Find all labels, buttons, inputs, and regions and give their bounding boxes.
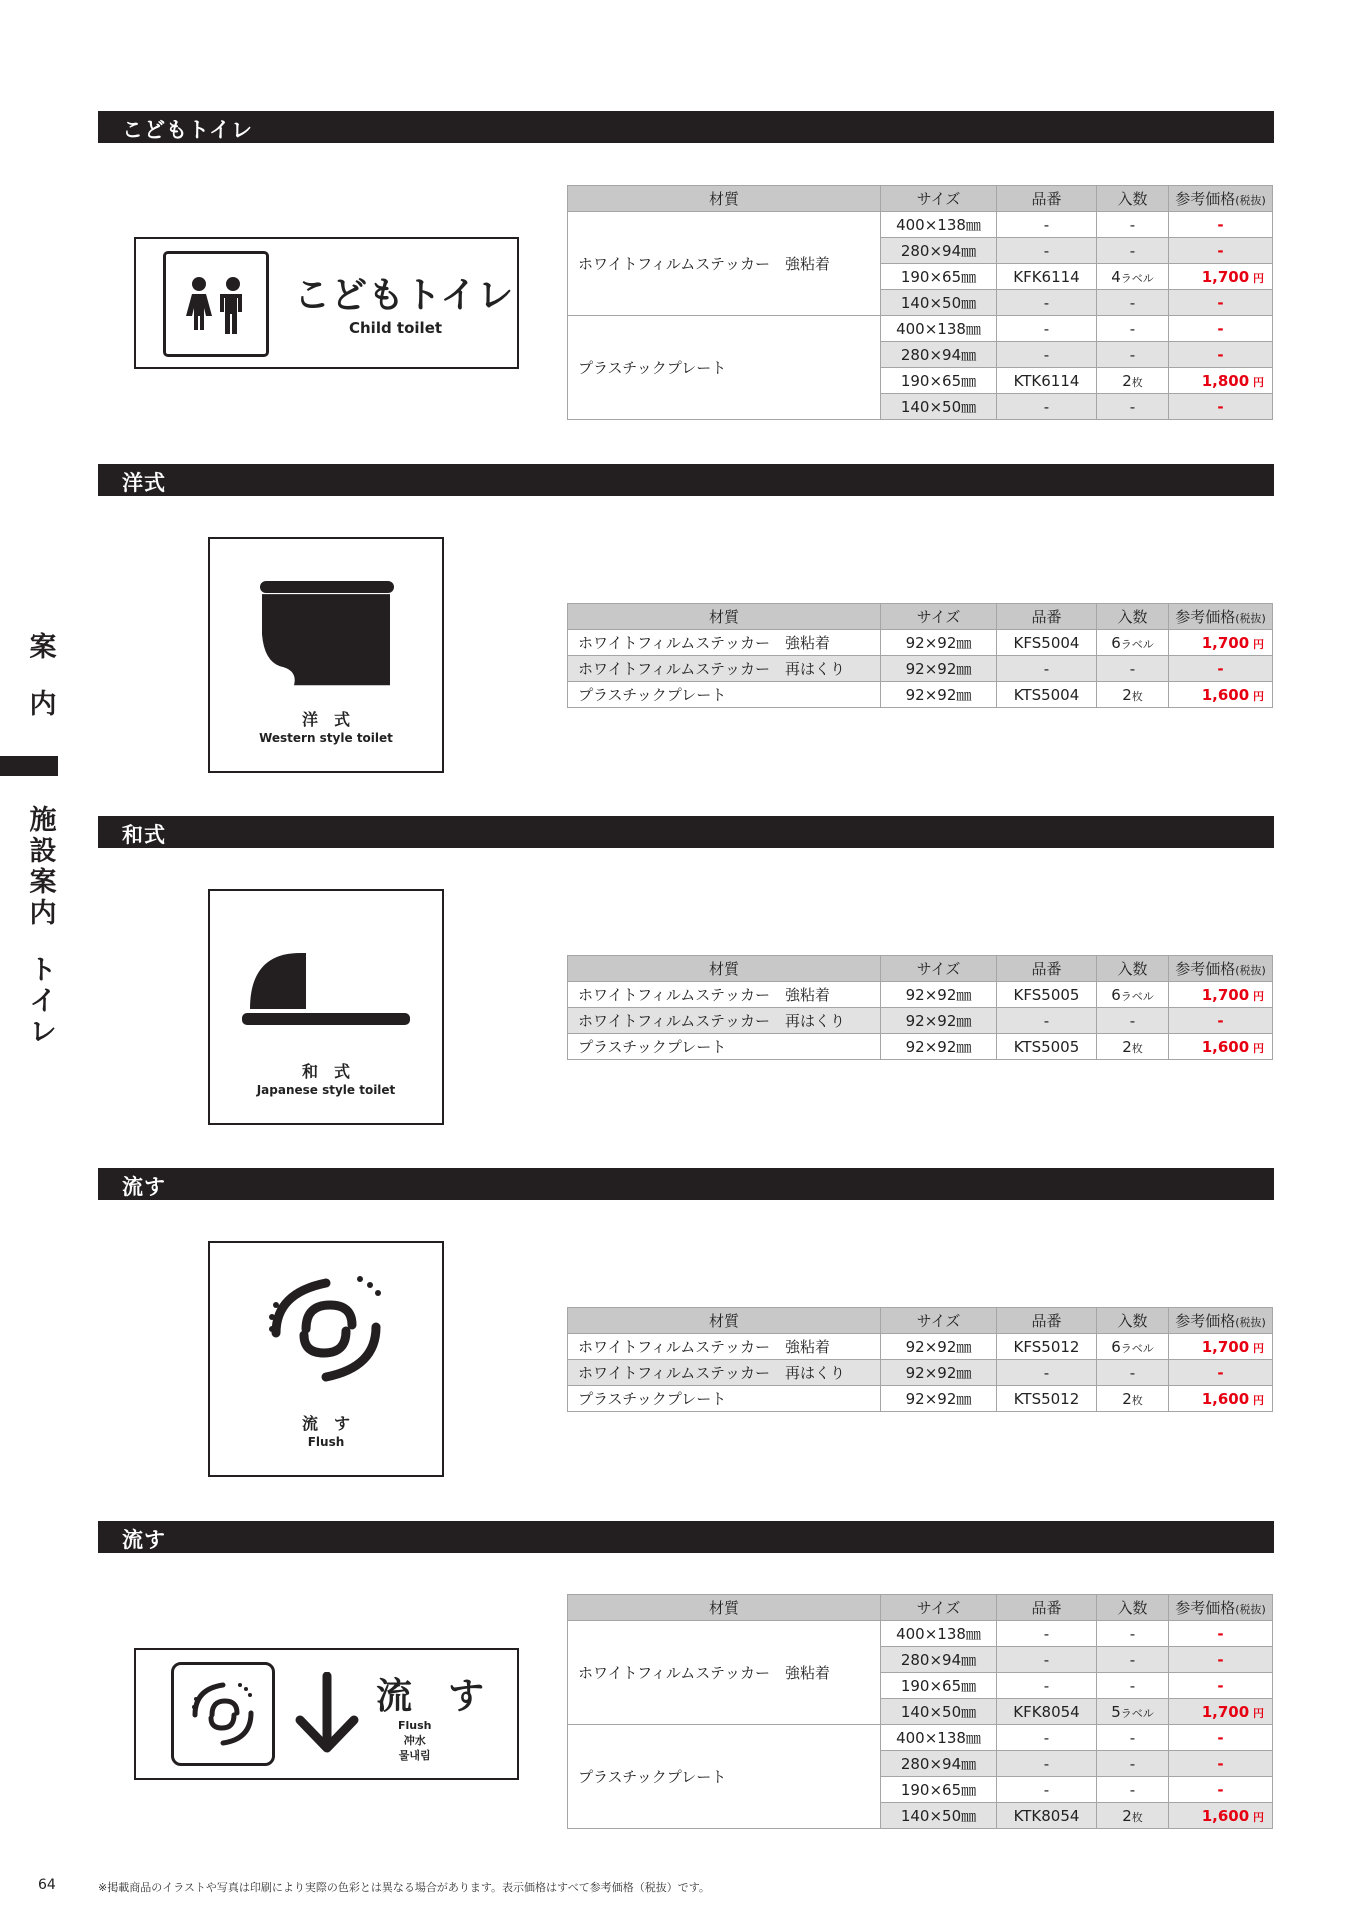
cell-material: ホワイトフィルムステッカー 強粘着 — [568, 1334, 881, 1360]
header-code: 品番 — [997, 956, 1097, 982]
table-header-row — [568, 186, 1273, 212]
cell-price-yen: 円 — [1249, 1341, 1264, 1355]
table-header-row — [568, 1308, 1273, 1334]
section-title: 流す — [122, 1175, 166, 1199]
spec-table-japanese — [567, 955, 1273, 1060]
cell-size: 92×92㎜ — [881, 630, 997, 656]
header-price-note: (税抜) — [1235, 612, 1266, 625]
header-qty: 入数 — [1097, 1595, 1169, 1621]
cell-size: 280×94㎜ — [881, 238, 997, 264]
cell-price: - — [1169, 1673, 1273, 1699]
section-title: 洋式 — [122, 471, 166, 495]
page-number: 64 — [38, 1877, 56, 1893]
header-size: サイズ — [881, 1595, 997, 1621]
table-row — [568, 316, 1273, 342]
sign-title-jp: 洋 式 — [301, 710, 350, 729]
cell-size: 92×92㎜ — [881, 682, 997, 708]
cell-qty: 2枚 — [1097, 368, 1169, 394]
cell-price-yen: 円 — [1249, 1041, 1264, 1055]
header-material: 材質 — [568, 604, 881, 630]
cell-code: KTS5012 — [997, 1386, 1097, 1412]
table-row — [568, 630, 1273, 656]
cell-price: - — [1169, 1008, 1273, 1034]
cell-size: 400×138㎜ — [881, 212, 997, 238]
cell-price-yen: 円 — [1249, 637, 1264, 651]
spec-table-western — [567, 603, 1273, 708]
section-bar-flush — [98, 1168, 1274, 1200]
section-title: 流す — [122, 1528, 166, 1552]
sign-title-jp: 流 す — [301, 1414, 350, 1433]
cell-size: 92×92㎜ — [881, 1034, 997, 1060]
cell-code: - — [997, 1751, 1097, 1777]
cell-qty-unit: 枚 — [1131, 1393, 1143, 1407]
cell-price: 1,700 円 — [1169, 630, 1273, 656]
table-header-row — [568, 604, 1273, 630]
sign-child-toilet — [134, 237, 519, 369]
cell-code: KFS5012 — [997, 1334, 1097, 1360]
table-row — [568, 682, 1273, 708]
header-price: 参考価格(税抜) — [1169, 956, 1273, 982]
sign-title-en: Japanese style toilet — [256, 1083, 396, 1097]
cell-code: - — [997, 1673, 1097, 1699]
cell-qty: - — [1097, 1777, 1169, 1803]
sign-western-toilet — [208, 537, 444, 773]
footnote: ※掲載商品のイラストや写真は印刷により実際の色彩とは異なる場合があります。表示価格はすべて参考価格（税抜）です。 — [98, 1881, 710, 1894]
header-code: 品番 — [997, 1595, 1097, 1621]
cell-size: 190×65㎜ — [881, 264, 997, 290]
cell-size: 92×92㎜ — [881, 1386, 997, 1412]
cell-code: - — [997, 1008, 1097, 1034]
table-row — [568, 1360, 1273, 1386]
cell-size: 400×138㎜ — [881, 1621, 997, 1647]
table-row — [568, 1725, 1273, 1751]
cell-code: - — [997, 1360, 1097, 1386]
cell-size: 140×50㎜ — [881, 1699, 997, 1725]
cell-qty: - — [1097, 238, 1169, 264]
sign-title-en: Western style toilet — [259, 731, 393, 745]
cell-size: 92×92㎜ — [881, 1360, 997, 1386]
cell-price: - — [1169, 1777, 1273, 1803]
cell-qty: 6ラベル — [1097, 630, 1169, 656]
header-material: 材質 — [568, 956, 881, 982]
cell-code: KFS5005 — [997, 982, 1097, 1008]
cell-material: ホワイトフィルムステッカー 強粘着 — [568, 630, 881, 656]
sign-title-ko: 물내림 — [398, 1749, 431, 1762]
header-price-note: (税抜) — [1235, 1316, 1266, 1329]
header-price-note: (税抜) — [1235, 964, 1266, 977]
table-row — [568, 1034, 1273, 1060]
cell-code: - — [997, 1725, 1097, 1751]
cell-material: ホワイトフィルムステッカー 再はくり — [568, 1360, 881, 1386]
cell-code: - — [997, 316, 1097, 342]
cell-material: プラスチックプレート — [568, 1725, 881, 1829]
cell-qty: - — [1097, 342, 1169, 368]
sign-flush — [208, 1241, 444, 1477]
cell-qty-unit: ラベル — [1120, 271, 1154, 285]
cell-qty: 2枚 — [1097, 1803, 1169, 1829]
cell-material: ホワイトフィルムステッカー 再はくり — [568, 656, 881, 682]
header-qty: 入数 — [1097, 1308, 1169, 1334]
cell-qty-unit: ラベル — [1120, 1706, 1154, 1720]
cell-size: 140×50㎜ — [881, 290, 997, 316]
cell-price: - — [1169, 342, 1273, 368]
swirl-icon — [210, 1243, 442, 1393]
cell-qty: - — [1097, 1751, 1169, 1777]
cell-code: - — [997, 1777, 1097, 1803]
western-toilet-icon — [210, 539, 442, 689]
cell-code: KTS5004 — [997, 682, 1097, 708]
sidebar-label-top — [20, 632, 66, 720]
cell-qty: 2枚 — [1097, 1386, 1169, 1412]
cell-qty: - — [1097, 212, 1169, 238]
cell-price: 1,600 円 — [1169, 682, 1273, 708]
header-code: 品番 — [997, 186, 1097, 212]
header-material: 材質 — [568, 1308, 881, 1334]
cell-qty: - — [1097, 1008, 1169, 1034]
cell-price: - — [1169, 238, 1273, 264]
header-material: 材質 — [568, 1595, 881, 1621]
cell-code: KTS5005 — [997, 1034, 1097, 1060]
cell-material: プラスチックプレート — [568, 1034, 881, 1060]
header-size: サイズ — [881, 956, 997, 982]
cell-code: - — [997, 394, 1097, 420]
cell-size: 140×50㎜ — [881, 394, 997, 420]
cell-qty: - — [1097, 1621, 1169, 1647]
cell-code: - — [997, 1621, 1097, 1647]
cell-qty: - — [1097, 290, 1169, 316]
cell-price-yen: 円 — [1249, 1393, 1264, 1407]
cell-qty: - — [1097, 656, 1169, 682]
header-price-note: (税抜) — [1235, 1603, 1266, 1616]
cell-price: - — [1169, 1725, 1273, 1751]
cell-price-yen: 円 — [1249, 375, 1264, 389]
cell-code: - — [997, 238, 1097, 264]
sidebar-char: 案 — [29, 632, 57, 663]
cell-material: ホワイトフィルムステッカー 強粘着 — [568, 982, 881, 1008]
cell-code: KTK6114 — [997, 368, 1097, 394]
japanese-toilet-icon — [210, 891, 442, 1031]
cell-size: 140×50㎜ — [881, 1803, 997, 1829]
cell-code: - — [997, 342, 1097, 368]
cell-price: - — [1169, 1360, 1273, 1386]
cell-qty: 6ラベル — [1097, 1334, 1169, 1360]
sign-title-en: Flush — [307, 1435, 345, 1449]
cell-material: プラスチックプレート — [568, 1386, 881, 1412]
cell-price: - — [1169, 290, 1273, 316]
header-price-note: (税抜) — [1235, 194, 1266, 207]
cell-size: 92×92㎜ — [881, 982, 997, 1008]
cell-code: KFS5004 — [997, 630, 1097, 656]
table-row — [568, 1334, 1273, 1360]
cell-qty-unit: ラベル — [1120, 989, 1154, 1003]
table-row — [568, 1008, 1273, 1034]
cell-qty-unit: 枚 — [1131, 1810, 1143, 1824]
cell-qty: 2枚 — [1097, 1034, 1169, 1060]
table-row — [568, 656, 1273, 682]
cell-price: 1,700 円 — [1169, 982, 1273, 1008]
sidebar-char: 内 — [29, 689, 57, 720]
section-title: こどもトイレ — [122, 118, 253, 142]
section-bar-western — [98, 464, 1274, 496]
cell-size: 400×138㎜ — [881, 316, 997, 342]
header-price: 参考価格(税抜) — [1169, 186, 1273, 212]
cell-price: 1,700 円 — [1169, 1699, 1273, 1725]
cell-size: 92×92㎜ — [881, 1334, 997, 1360]
sidebar-marker — [0, 756, 58, 776]
header-price: 参考価格(税抜) — [1169, 1595, 1273, 1621]
cell-qty: 2枚 — [1097, 682, 1169, 708]
cell-size: 190×65㎜ — [881, 368, 997, 394]
cell-qty-unit: ラベル — [1120, 1341, 1154, 1355]
table-row — [568, 1386, 1273, 1412]
header-size: サイズ — [881, 186, 997, 212]
cell-qty-unit: 枚 — [1131, 689, 1143, 703]
table-row — [568, 982, 1273, 1008]
cell-material: ホワイトフィルムステッカー 強粘着 — [568, 212, 881, 316]
cell-material: ホワイトフィルムステッカー 再はくり — [568, 1008, 881, 1034]
cell-price: - — [1169, 1751, 1273, 1777]
cell-size: 92×92㎜ — [881, 1008, 997, 1034]
arrow-down-icon — [292, 1672, 362, 1756]
cell-qty: - — [1097, 394, 1169, 420]
cell-price: - — [1169, 316, 1273, 342]
child-figures-icon — [163, 251, 269, 357]
cell-price: - — [1169, 1647, 1273, 1673]
cell-qty: - — [1097, 1673, 1169, 1699]
header-price: 参考価格(税抜) — [1169, 604, 1273, 630]
sign-flush-arrow — [134, 1648, 519, 1780]
swirl-icon — [171, 1662, 275, 1766]
sign-title-en: Flush — [398, 1719, 432, 1732]
sign-title-jp: 流 す — [376, 1676, 485, 1717]
cell-size: 400×138㎜ — [881, 1725, 997, 1751]
cell-material: プラスチックプレート — [568, 682, 881, 708]
cell-qty: 5ラベル — [1097, 1699, 1169, 1725]
cell-price: - — [1169, 212, 1273, 238]
cell-price-yen: 円 — [1249, 1810, 1264, 1824]
table-row — [568, 1621, 1273, 1647]
cell-size: 280×94㎜ — [881, 1751, 997, 1777]
header-material: 材質 — [568, 186, 881, 212]
header-code: 品番 — [997, 604, 1097, 630]
spec-table-flush — [567, 1307, 1273, 1412]
section-bar-flush-arrow — [98, 1521, 1274, 1553]
sign-title-multilingual — [398, 1718, 432, 1763]
cell-price-yen: 円 — [1249, 989, 1264, 1003]
cell-code: KFK8054 — [997, 1699, 1097, 1725]
cell-size: 280×94㎜ — [881, 1647, 997, 1673]
cell-qty: - — [1097, 316, 1169, 342]
cell-price: 1,700 円 — [1169, 264, 1273, 290]
cell-price: 1,600 円 — [1169, 1034, 1273, 1060]
cell-price: 1,700 円 — [1169, 1334, 1273, 1360]
cell-code: KFK6114 — [997, 264, 1097, 290]
sign-title-zh: 冲水 — [403, 1734, 426, 1747]
section-title: 和式 — [122, 823, 166, 847]
cell-size: 92×92㎜ — [881, 656, 997, 682]
header-qty: 入数 — [1097, 956, 1169, 982]
cell-size: 190×65㎜ — [881, 1777, 997, 1803]
cell-price-yen: 円 — [1249, 689, 1264, 703]
sign-title-jp: こどもトイレ — [294, 275, 515, 316]
cell-code: - — [997, 1647, 1097, 1673]
spec-table-child-toilet — [567, 185, 1273, 420]
header-price: 参考価格(税抜) — [1169, 1308, 1273, 1334]
cell-qty-unit: 枚 — [1131, 1041, 1143, 1055]
cell-qty: - — [1097, 1360, 1169, 1386]
cell-price-yen: 円 — [1249, 271, 1264, 285]
cell-price: 1,600 円 — [1169, 1803, 1273, 1829]
cell-price: 1,800 円 — [1169, 368, 1273, 394]
cell-qty: 6ラベル — [1097, 982, 1169, 1008]
cell-size: 280×94㎜ — [881, 342, 997, 368]
sign-japanese-toilet — [208, 889, 444, 1125]
cell-qty: 4ラベル — [1097, 264, 1169, 290]
section-bar-child-toilet — [98, 111, 1274, 143]
header-code: 品番 — [997, 1308, 1097, 1334]
table-row — [568, 212, 1273, 238]
cell-price: - — [1169, 656, 1273, 682]
header-qty: 入数 — [1097, 604, 1169, 630]
cell-material: プラスチックプレート — [568, 316, 881, 420]
cell-price-yen: 円 — [1249, 1706, 1264, 1720]
cell-material: ホワイトフィルムステッカー 強粘着 — [568, 1621, 881, 1725]
cell-code: - — [997, 290, 1097, 316]
cell-code: KTK8054 — [997, 1803, 1097, 1829]
cell-price: - — [1169, 394, 1273, 420]
sidebar-label-bottom: 施 設 案 内 ト イ レ — [29, 805, 57, 1048]
sign-title-en: Child toilet — [349, 319, 443, 337]
cell-code: - — [997, 656, 1097, 682]
sign-title-jp: 和 式 — [301, 1062, 350, 1081]
cell-qty: - — [1097, 1725, 1169, 1751]
cell-price: - — [1169, 1621, 1273, 1647]
table-header-row — [568, 956, 1273, 982]
cell-qty: - — [1097, 1647, 1169, 1673]
cell-price: 1,600 円 — [1169, 1386, 1273, 1412]
header-qty: 入数 — [1097, 186, 1169, 212]
section-bar-japanese — [98, 816, 1274, 848]
cell-size: 190×65㎜ — [881, 1673, 997, 1699]
cell-qty-unit: ラベル — [1120, 637, 1154, 651]
header-size: サイズ — [881, 1308, 997, 1334]
cell-code: - — [997, 212, 1097, 238]
spec-table-flush-arrow — [567, 1594, 1273, 1829]
header-size: サイズ — [881, 604, 997, 630]
cell-qty-unit: 枚 — [1131, 375, 1143, 389]
table-header-row — [568, 1595, 1273, 1621]
